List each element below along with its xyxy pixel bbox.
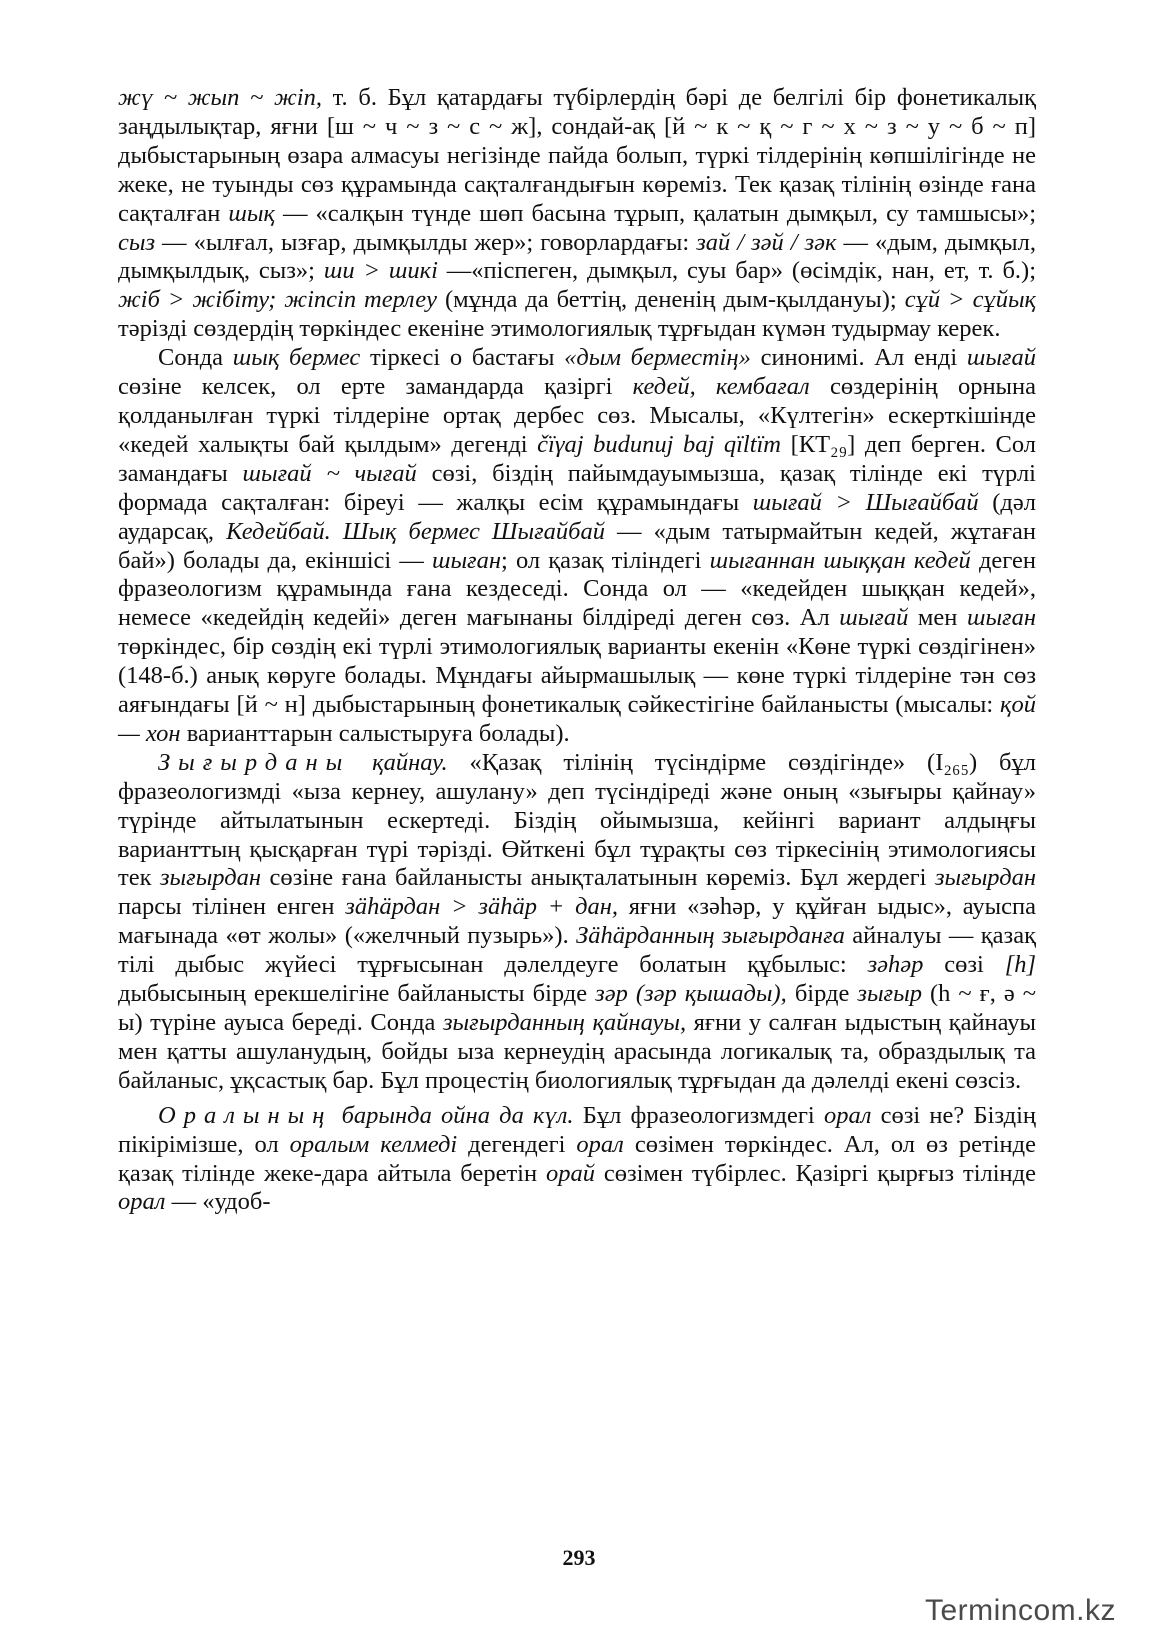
text-run: сөзі <box>923 951 1005 979</box>
italic-term: зығырданның қайнауы, <box>442 1009 687 1036</box>
text-run: сөзі не? Біздің пікірімізше, ол <box>118 1101 1037 1158</box>
paragraph-4 <box>118 1102 1036 1218</box>
text-run: яғни «зәһәр, у құйған ыдыс», ауыспа мағынада «өт жолы» («желчный пузырь»). <box>118 893 1036 950</box>
text-run: — «ылғал, ызғар, дымқылды жер»; говорлардағы: <box>155 228 697 256</box>
text-run: (дәл аударсақ, <box>118 488 1036 545</box>
italic-term: орал <box>118 1188 166 1216</box>
text-run: Бұл фразеологизмдегі <box>573 1101 824 1129</box>
italic-term: шыған <box>431 546 502 574</box>
text-run: сөздерінің орнына қолданылған түркі тілдеріне ортақ дербес сөз. Мысалы, «Күлтегін» ескерткішінде «кедей халықты бай қылдым» дегенді <box>118 373 1036 458</box>
italic-term: шық бермес <box>232 344 361 372</box>
text-run: «Қазақ тілінің түсіндірме сөздігінде» (I₂₆₅) бұл фразеологизмді «ыза кернеу, ашулану» деп түсіндіреді және оның «зығыры қайнау» түрінде айтылатынын ескертеді. Біздің ойымызша, кейінгі вариант алдыңғы варианттың қысқарған түрі тәрізді. Өйткені бұл тұрақты сөз тіркесінің этимологиясы тек <box>118 748 1036 892</box>
text-run: сөзіне келсек, ол ерте замандарда қазіргі <box>118 373 633 401</box>
italic-term: қой — хон <box>118 691 1036 747</box>
text-run: сөзімен түбірлес. Қазіргі қырғыз тілінде <box>594 1159 1036 1187</box>
italic-term: зығырдан <box>159 864 262 892</box>
italic-term: зығырдан <box>934 864 1037 892</box>
text-run: бірде <box>786 980 858 1008</box>
italic-term: барында ойна да күл. <box>341 1101 574 1129</box>
italic-term: Кедейбай. Шық бермес Шығайбай <box>226 517 605 545</box>
italic-term: шыған <box>966 604 1037 632</box>
text-run: яғни у салған ыдыстың қайнауы мен қатты ашуланудың, бойды ыза кернеудің арасында логикалық та, образдылық та байланыс, ұқсастық бар. Бұл процестің биологиялық тұрғыдан да дәлелді екені сөзсіз. <box>118 1009 1037 1094</box>
paragraph-2 <box>118 344 1036 749</box>
text-run: мен <box>908 604 967 632</box>
text-run: дыбысының ерекшелігіне байланысты бірде <box>118 980 596 1008</box>
text-run: сөзіне ғана байланысты анықталатынын көреміз. Бұл жердегі <box>261 864 935 892</box>
italic-term: жү ~ жып ~ жіп, <box>118 84 322 111</box>
text-run: варианттарын салыстыруға болады). <box>180 719 570 747</box>
text-run: синонимі. Ал енді <box>750 344 967 372</box>
text-run <box>332 1102 341 1129</box>
text-run: (мұнда да беттің, дененің дым-қылдануы); <box>436 286 905 314</box>
italic-term: оралым келмеді <box>289 1130 458 1158</box>
text-run: — «дым татырмайтын кедей, жұтаған бай») болады да, екіншісі — <box>118 517 1036 574</box>
text-run: — «салқын түнде шөп басына тұрып, қалатын дымқыл, су тамшысы»; <box>274 199 1037 227</box>
page-number: 293 <box>562 1545 596 1570</box>
italic-term: орал <box>576 1130 624 1158</box>
italic-term: кедей, кембағал <box>632 373 810 401</box>
text-run: ; ол қазақ тіліндегі <box>501 546 710 574</box>
paragraph-1 <box>118 84 1036 344</box>
italic-term: Зäһäрданның зығырданға <box>576 922 845 950</box>
italic-term: зай / зәй / зәк <box>696 228 837 256</box>
italic-term: шығай <box>839 604 909 632</box>
text-run: сөзімен төркіндес. Ал, ол өз ретінде қазақ тілінде жеке-дара айтыла беретін <box>118 1130 1036 1187</box>
text-run: — «дым, дымқыл, дымқылдық, сыз»; <box>118 228 1036 285</box>
italic-term: зәр (зәр қышады), <box>595 980 787 1008</box>
italic-term: [h] <box>1004 951 1037 979</box>
text-run: сөзі, біздің пайымдауымызша, қазақ тілінде екі түрлі формада сақталған: біреуі — жалқы есім құрамындағы <box>118 459 1036 516</box>
italic-term: Оралының <box>158 1101 333 1129</box>
text-run: тіркесі о бастағы <box>360 344 565 372</box>
text-run: айналуы — қазақ тілі дыбыс жүйесі тұрғысынан дәлелдеуге болатын құбылыс: <box>118 922 1037 979</box>
italic-term: шығай > Шығайбай <box>752 488 979 516</box>
italic-term: орай <box>545 1159 595 1187</box>
italic-term: сұй > сұйық <box>904 286 1036 314</box>
italic-term: шығай <box>966 344 1036 372</box>
text-run: тәрізді сөздердің төркіндес екеніне этимологиялық тұрғыдан күмән тудырмау керек. <box>118 315 1001 343</box>
italic-term: шығаннан шыққан кедей <box>709 546 971 574</box>
italic-term: орал <box>823 1101 872 1129</box>
italic-term: шығай ~ чығай <box>242 459 417 487</box>
italic-term: Зығырданы <box>158 748 351 776</box>
text-run: парсы тілінен енген <box>118 893 346 921</box>
italic-term: зығыр <box>857 980 922 1008</box>
text-run <box>350 749 372 776</box>
italic-term: сыз <box>118 228 156 256</box>
italic-term: зäһäрдан > зäһäр + дан, <box>345 893 619 921</box>
text-run: —«піспеген, дымқыл, суы бар» (өсімдік, нан, ет, т. б.); <box>437 257 1036 285</box>
paragraph-3 <box>118 749 1036 1096</box>
text-run: — «удоб- <box>165 1188 271 1216</box>
text-run: төркіндес, бір сөздің екі түрлі этимологиялық варианты екенін «Көне түркі сөздігінен» (148-б.) анық көруге болады. Мұндағы айырмашылық — көне түркі тілдеріне тән сөз аяғындағы [й ~ н] дыбыстарының фонетикалық сәйкестігіне байланысты (мысалы: <box>118 633 1036 719</box>
text-run: дегендегі <box>457 1130 577 1158</box>
text-run: т. б. Бұл қатардағы түбірлердің бәрі де белгілі бір фонетикалық заңдылықтар, яғни [ш ~ ч ~ з ~ с ~ ж], сондай-ақ [й ~ к ~ қ ~ г ~ х ~ з ~ у ~ б ~ п] дыбыстарының өзара алмасуы негізінде пайда болып, түркі тілдерінің көпшілігінде не жеке, не туынды сөз құрамында сақталғандығын көреміз. Тек қазақ тілінің өзінде ғана сақталған <box>118 84 1036 227</box>
italic-term: čïγaj budunuj baj qïltïm <box>537 430 782 458</box>
italic-term: шық <box>228 199 275 227</box>
italic-term: «дым берместің» <box>564 344 751 372</box>
watermark-logo: Termincom.kz <box>924 1594 1116 1627</box>
page-body-text <box>118 84 1036 1217</box>
text-run: Сонда <box>158 344 233 372</box>
italic-term: қайнау. <box>372 748 448 776</box>
italic-term: зәһәр <box>867 951 924 979</box>
text-run: [КТ₂₉] деп берген. Сол замандағы <box>118 430 1036 487</box>
text-run: деген фразеологизм құрамында ғана кездеседі. Сонда ол — «кедейден шыққан кедей», немесе «кедейдің кедейі» деген мағынаны білдіреді деген сөз. Ал <box>118 546 1036 632</box>
italic-term: ши > шикі <box>323 257 438 285</box>
italic-term: жіб > жібіту; жіпсіп терлеу <box>118 286 437 314</box>
text-run: (h ~ ғ, ә ~ ы) түріне ауыса береді. Сонда <box>118 980 1037 1036</box>
